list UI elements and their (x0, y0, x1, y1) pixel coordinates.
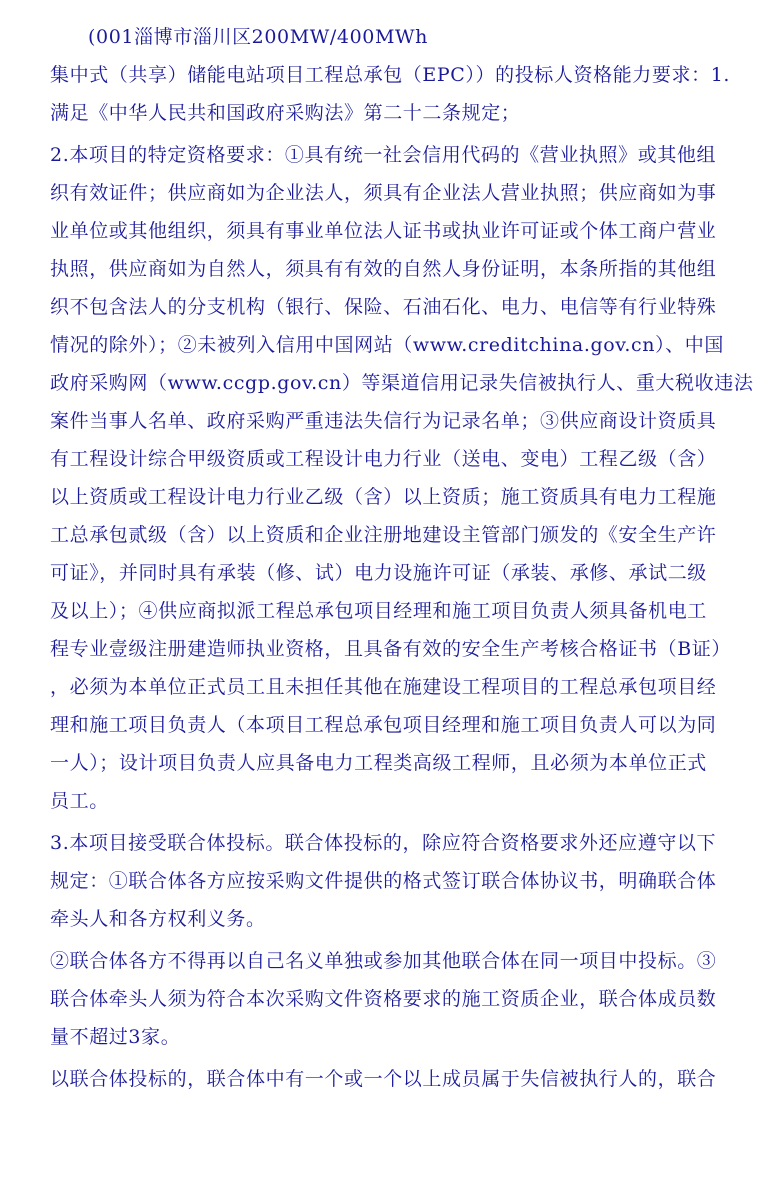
text-line-13: 以上资质或工程设计电力行业乙级（含）以上资质；施工资质具有电力工程施 (50, 486, 717, 508)
text-line-23: 规定：①联合体各方应按采购文件提供的格式签订联合体协议书，明确联合体 (50, 870, 717, 892)
text-line-22: 3.本项目接受联合体投标。联合体投标的，除应符合资格要求外还应遵守以下 (50, 832, 717, 854)
text-line-20: 一人）；设计项目负责人应具备电力工程类高级工程师，且必须为本单位正式 (50, 752, 707, 774)
text-line-11: 案件当事人名单、政府采购严重违法失信行为记录名单；③供应商设计资质具 (50, 410, 717, 432)
text-line-9: 情况的除外）；②未被列入信用中国网站（www.creditchina.gov.cn）、中国 (50, 334, 724, 356)
text-line-18: ，必须为本单位正式员工且未担任其他在施建设工程项目的工程总承包项目经 (50, 676, 717, 698)
text-line-15: 可证》，并同时具有承装（修、试）电力设施许可证（承装、承修、承试二级 (50, 562, 707, 584)
text-line-19: 理和施工项目负责人（本项目工程总承包项目经理和施工项目负责人可以为同 (50, 714, 717, 736)
text-line-4: 2.本项目的特定资格要求：①具有统一社会信用代码的《营业执照》或其他组 (50, 144, 717, 166)
text-line-26: 联合体牵头人须为符合本次采购文件资格要求的施工资质企业，联合体成员数 (50, 988, 717, 1010)
text-line-14: 工总承包贰级（含）以上资质和企业注册地建设主管部门颁发的《安全生产许 (50, 524, 717, 546)
text-line-28: 以联合体投标的，联合体中有一个或一个以上成员属于失信被执行人的，联合 (50, 1068, 717, 1090)
text-line-5: 织有效证件；供应商如为企业法人，须具有企业法人营业执照；供应商如为事 (50, 182, 717, 204)
text-line-6: 业单位或其他组织，须具有事业单位法人证书或执业许可证或个体工商户营业 (50, 220, 717, 242)
text-line-3: 满足《中华人民共和国政府采购法》第二十二条规定； (50, 102, 521, 124)
text-line-24: 牵头人和各方权利义务。 (50, 908, 266, 930)
text-line-10: 政府采购网（www.ccgp.gov.cn）等渠道信用记录失信被执行人、重大税收违法 (50, 372, 754, 394)
text-line-25: ②联合体各方不得再以自己名义单独或参加其他联合体在同一项目中投标。③ (50, 950, 717, 972)
text-line-12: 有工程设计综合甲级资质或工程设计电力行业（送电、变电）工程乙级（含） (50, 448, 717, 470)
text-line-8: 织不包含法人的分支机构（银行、保险、石油石化、电力、电信等有行业特殊 (50, 296, 717, 318)
text-line-27: 量不超过3家。 (50, 1026, 181, 1048)
text-line-2: 集中式（共享）储能电站项目工程总承包（EPC））的投标人资格能力要求：1. (50, 64, 731, 86)
text-line-21: 员工。 (50, 790, 109, 812)
text-line-7: 执照，供应商如为自然人，须具有有效的自然人身份证明，本条所指的其他组 (50, 258, 717, 280)
text-line-17: 程专业壹级注册建造师执业资格，且具备有效的安全生产考核合格证书（B证） (50, 638, 731, 660)
text-line-1: (001淄博市淄川区200MW/400MWh (88, 26, 429, 48)
text-line-16: 及以上）；④供应商拟派工程总承包项目经理和施工项目负责人须具备机电工 (50, 600, 707, 622)
